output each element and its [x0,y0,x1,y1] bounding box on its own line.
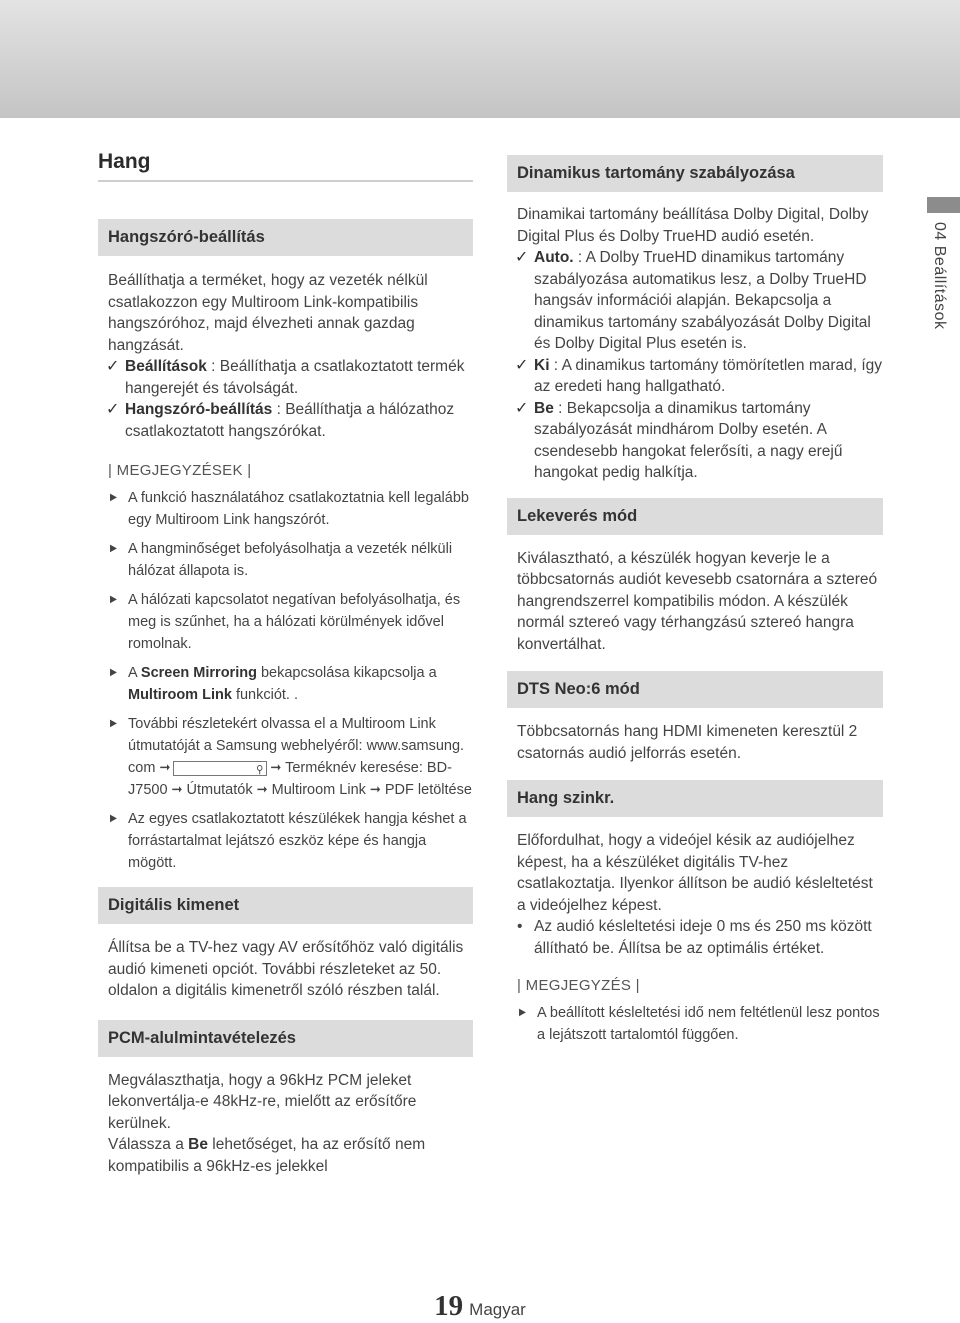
search-icon: ⚲ [256,763,264,776]
option-speaker-setting: ✓ Hangszóró-beállítás : Beállíthatja a hálózathoz csatlakoztatott hangszórókat. [106,401,455,440]
section-pcm-heading: PCM-alulmintavételezés [98,1020,473,1057]
checkmark-icon: ✓ [106,401,120,418]
section-speaker-settings-heading: Hangszóró-beállítás [98,219,473,256]
arrow-right-icon: ➞ [171,782,183,798]
chapter-tab [927,197,960,213]
audio-sync-text: Előfordulhat, hogy a videójel késik az audiójelhez képest, ha a készüléket digitális TV-hez csatlakoztatja. Ilyenkor állítson be audió késleltetést a videójelhez képest. [517,832,873,914]
note-item: ▶ A beállított késleltetési idő nem feltétlenül lesz pontos a lejátszott tartalomtól függően. [507,1002,883,1046]
note-item: ▶ További részletekért olvassa el a Multiroom Link útmutatóját a Samsung webhelyéről: www.samsung. com ➞ ⚲ ➞ Terméknév keresése: BD-J7500 ➞ Útmutatók ➞ Multiroom Link ➞ PDF letöltése [98,713,473,801]
option-off: ✓ Ki : A dinamikus tartomány tömörítetlen marad, így az eredeti hang hallgatható. [515,356,883,395]
search-box-graphic [173,761,267,776]
downmix-text: Kiválasztható, a készülék hogyan keverje le a többcsatornás audiót kevesebb csatornára a sztereó hangrendszerrel kompatibilis módon. A készülék normál sztereó vagy térhangzású sztereó hangra konvertálhat. [517,549,878,653]
arrow-right-icon: ➞ [256,782,268,798]
page-language: Magyar [469,1300,526,1319]
triangle-right-icon: ▶ [110,492,117,503]
pcm-text-1: Megválaszthatja, hogy a 96kHz PCM jeleket lekonvertálja-e 48kHz-re, mielőtt az erősítőre kerülnek. [108,1071,417,1132]
option-auto: ✓ Auto. : A Dolby TrueHD dinamikus tartomány szabályozása automatikus lesz, a Dolby TrueHD hangsáv információi alapján. Bekapcsolja a dinamikus tartomány szabályozását Dolby Digital és Dolby Digital Plus esetén is. [515,249,871,352]
triangle-right-icon: ▶ [110,813,117,824]
left-column [98,150,473,1177]
audio-sync-bullet: • Az audió késleltetési ideje 0 ms és 250 ms között állítható be. Állítsa be az optimális értéket. [517,918,872,957]
pcm-text-2: Válassza a Be lehetőséget, ha az erősítő nem kompatibilis a 96kHz-es jelekkel [108,1136,426,1175]
checkmark-icon: ✓ [106,358,120,375]
notes-heading: | MEGJEGYZÉSEK | [108,462,252,479]
note-item: ▶ A hangminőséget befolyásolhatja a vezeték nélküli hálózat állapota is. [98,538,473,582]
note-item: ▶ A hálózati kapcsolatot negatívan befolyásolhatja, és meg is szűnhet, ha a hálózati körülmények idővel romolnak. [98,589,473,655]
speaker-settings-intro: Beállíthatja a terméket, hogy az vezeték nélkül csatlakozzon egy Multiroom Link-kompatibilis hangszóróhoz, majd élvezheti annak gazdag hangzását. [108,272,428,354]
dts-text: Többcsatornás hang HDMI kimeneten keresztül 2 csatornás audió jelforrás esetén. [517,723,858,762]
chapter-label: 04 Beállítások [931,222,948,330]
option-settings: ✓ Beállítások : Beállíthatja a csatlakoztatott termék hangerejét és távolságát. [106,358,465,397]
note-item: ▶ A funkció használatához csatlakoztatnia kell legalább egy Multiroom Link hangszórót. [98,487,473,531]
section-downmix-heading: Lekeverés mód [507,498,883,535]
section-audio-sync-heading: Hang szinkr. [507,780,883,817]
page-footer [0,1290,960,1323]
section-dts-heading: DTS Neo:6 mód [507,671,883,708]
triangle-right-icon: ▶ [110,594,117,605]
right-column [507,155,883,1053]
triangle-right-icon: ▶ [110,718,117,729]
triangle-right-icon: ▶ [519,1007,526,1018]
checkmark-icon: ✓ [515,399,529,417]
page-number: 19 [434,1290,464,1322]
header-band [0,0,960,118]
arrow-right-icon: ➞ [270,760,282,776]
arrow-right-icon: ➞ [159,760,171,776]
checkmark-icon: ✓ [515,356,529,374]
dynamic-range-intro: Dinamikai tartomány beállítása Dolby Digital, Dolby Digital Plus és Dolby TrueHD audió esetén. [517,206,869,245]
triangle-right-icon: ▶ [110,667,117,678]
section-dynamic-range-heading: Dinamikus tartomány szabályozása [507,155,883,192]
note-heading: | MEGJEGYZÉS | [517,977,640,994]
triangle-right-icon: ▶ [110,543,117,554]
arrow-right-icon: ➞ [369,782,381,798]
section-digital-output-heading: Digitális kimenet [98,887,473,924]
option-on: ✓ Be : Bekapcsolja a dinamikus tartomány szabályozását mindhárom Dolby esetén. A csendesebb hangokat felerősíti, a nagy erejű hangokat pedig halkítja. [515,399,843,481]
digital-output-text: Állítsa be a TV-hez vagy AV erősítőhöz való digitális audió kimeneti opciót. További részleteket az 50. oldalon a digitális kimenetről szóló részben talál. [108,939,464,999]
note-item: ▶ A Screen Mirroring bekapcsolása kikapcsolja a Multiroom Link funkciót. . [98,662,473,706]
note-item: ▶ Az egyes csatlakoztatott készülékek hangja késhet a forrástartalmat lejátszó eszköz képe és hangja mögött. [98,808,473,874]
checkmark-icon: ✓ [515,249,529,266]
page-title: Hang [98,150,473,182]
bullet-icon: • [517,918,523,935]
